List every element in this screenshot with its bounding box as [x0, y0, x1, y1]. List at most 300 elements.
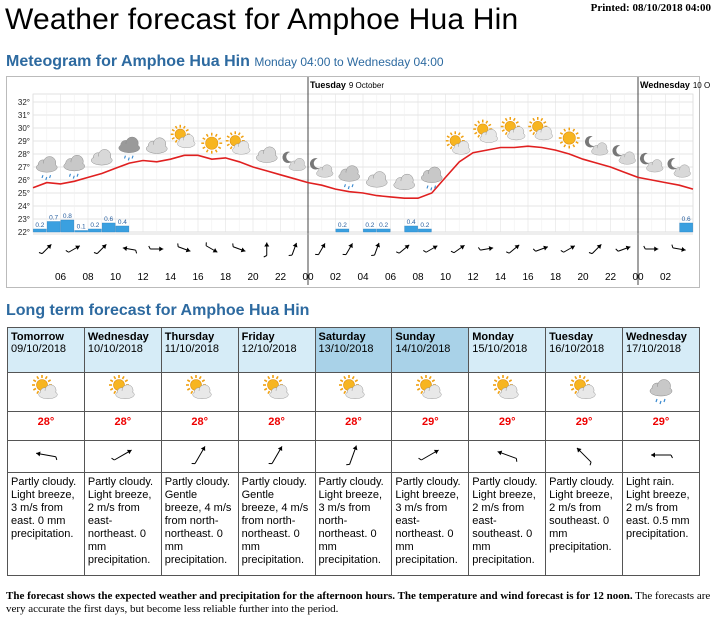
y-tick-label: 23°: [17, 215, 30, 224]
cloud-part: [147, 144, 167, 153]
footer-bold-text: The forecast shows the expected weather and precipitation for the afternoon hours. The temperature and wind forecast is for 12 noon.: [6, 590, 633, 602]
wind-arrow-svg: [564, 441, 604, 469]
precip-label: 0.2: [337, 222, 347, 229]
day-header: [161, 328, 238, 373]
sun-ray: [507, 376, 509, 379]
printed-timestamp: Printed: 08/10/2018 04:00: [590, 2, 711, 14]
wind-arrow-head: [186, 248, 191, 254]
wind-arrow-tail: [135, 250, 137, 253]
cloud-part: [394, 181, 414, 190]
sun-ray: [341, 380, 344, 382]
x-tick-label: 10: [109, 272, 122, 283]
day-description: Light rain. Light breeze, 2 m/s from east. 0.5 mm precipitation.: [623, 473, 700, 576]
sun-ray: [341, 389, 344, 391]
precip-bar: [102, 223, 115, 232]
wind-arrow-icon: [191, 445, 207, 466]
precip-bar: [88, 229, 101, 232]
sun-disc: [563, 132, 575, 144]
precip-label: 0.2: [365, 222, 375, 229]
day-header: [84, 328, 161, 373]
precip-label: 0.2: [379, 222, 389, 229]
wind-arrow-icon: [111, 447, 132, 463]
y-tick-label: 24°: [17, 202, 30, 211]
wind-arrow-head: [127, 448, 133, 454]
cloud-part: [92, 156, 112, 165]
precip-bar: [33, 229, 46, 232]
rain-drop: [660, 401, 661, 404]
rain-drop: [656, 399, 657, 402]
cloud-part: [116, 391, 134, 399]
wind-arrow-head: [201, 445, 207, 451]
x-tick-label: 02: [329, 272, 342, 283]
partly-cloudy-icon: [180, 373, 220, 407]
longterm-forecast-table: [7, 327, 700, 576]
day-icon-cell: [315, 373, 392, 412]
partly-cloudy-icon: [26, 373, 66, 407]
sun-ray: [571, 380, 574, 382]
precip-label: 0.2: [420, 222, 430, 229]
day-icon-cell: [238, 373, 315, 412]
cloud-part: [674, 170, 690, 177]
day-date: 11/10/2018: [164, 343, 219, 355]
wind-arrow-svg: [257, 441, 297, 469]
sun-disc: [206, 137, 218, 149]
day-name: Sunday: [395, 331, 436, 343]
cloud-part: [233, 147, 250, 154]
cloud-part: [480, 135, 497, 142]
rain-drops: [656, 399, 665, 404]
sun-ray: [114, 391, 116, 394]
wind-arrow-head: [353, 445, 359, 450]
day-temperature: 28°: [238, 412, 315, 441]
day-header: [392, 328, 469, 373]
wind-arrow-tail: [289, 254, 292, 256]
day-description: Partly cloudy. Light breeze, 2 m/s from east-northeast. 0 mm precipitation.: [84, 473, 161, 576]
sun-ray: [418, 380, 421, 382]
wind-arrow-tail: [205, 242, 208, 245]
wind-arrow-svg: [103, 441, 143, 469]
day-temperature: 29°: [392, 412, 469, 441]
wind-arrow-head: [651, 453, 655, 458]
x-tick-label: 20: [247, 272, 259, 283]
precip-bar: [418, 229, 431, 232]
cloud-part: [367, 178, 387, 187]
cloud-part: [347, 391, 365, 399]
sun-ray: [110, 380, 113, 382]
precip-label: 0.4: [406, 219, 416, 226]
wind-arrow-head: [264, 243, 269, 247]
y-tick-label: 28°: [17, 150, 30, 159]
x-tick-label: 08: [412, 272, 424, 283]
wind-arrow-svg: [410, 441, 450, 469]
cloud-part: [453, 147, 470, 154]
sun-ray: [114, 376, 116, 379]
day-temperature: 28°: [84, 412, 161, 441]
precip-label: 0.2: [35, 222, 45, 229]
wind-arrow-tail: [451, 250, 454, 253]
wind-arrow-tail: [589, 462, 592, 465]
cloud-part: [651, 387, 672, 396]
wind-arrow-head: [433, 244, 439, 250]
cloud-part: [508, 132, 525, 139]
partly-cloudy-icon: [564, 373, 604, 407]
day-icon-cell: [392, 373, 469, 412]
day-name: Saturday: [318, 331, 366, 343]
cloud-part: [37, 163, 57, 172]
day-temperature: 29°: [546, 412, 623, 441]
wind-arrow-tail: [268, 462, 271, 465]
day-description: Partly cloudy. Light breeze, 2 m/s from southeast. 0 mm precipitation.: [546, 473, 623, 576]
cloud-part: [193, 391, 211, 399]
x-tick-label: 18: [549, 272, 562, 283]
sun-ray: [355, 380, 358, 382]
wind-arrow-tail: [177, 243, 179, 246]
sun-ray: [571, 389, 574, 391]
wind-arrow-icon: [176, 243, 192, 253]
wind-arrow-tail: [315, 253, 318, 256]
wind-arrow-head: [460, 243, 466, 249]
sun-ray: [421, 391, 423, 394]
longterm-icon-row: [8, 373, 700, 412]
x-tick-label: 16: [192, 272, 204, 283]
wind-arrow-icon: [419, 447, 440, 463]
partly-cloudy-icon: [410, 373, 450, 407]
wind-arrow-icon: [497, 449, 519, 462]
y-tick-label: 27°: [17, 163, 30, 172]
wind-arrow-icon: [616, 244, 632, 254]
longterm-desc-row: [8, 473, 700, 576]
wind-arrow-head: [159, 247, 163, 252]
precip-label: 0.8: [62, 213, 72, 220]
wind-arrow-head: [654, 247, 658, 252]
wind-arrow-icon: [561, 243, 576, 255]
wind-arrow-head: [375, 242, 381, 247]
cloud-part: [422, 174, 442, 183]
wind-arrow-tail: [419, 457, 422, 460]
y-tick-label: 26°: [17, 176, 30, 185]
cloud-shape: [650, 380, 672, 397]
wind-arrow-icon: [396, 243, 411, 257]
precip-bar: [680, 223, 693, 232]
day-wind-cell: [623, 441, 700, 473]
wind-arrow-icon: [149, 246, 164, 252]
cloud-part: [64, 162, 84, 171]
cloud-part: [339, 172, 359, 181]
sun-ray: [202, 380, 205, 382]
sun-ray: [45, 376, 47, 379]
partly-cloudy-icon: [257, 373, 297, 407]
wind-arrow-icon: [231, 243, 247, 253]
sun-ray: [344, 376, 346, 379]
day-label-date: 10 O: [692, 81, 711, 90]
wind-arrow-head: [497, 449, 502, 455]
wind-arrow-tail: [111, 457, 114, 460]
wind-arrow-svg: [26, 441, 66, 469]
wind-arrow-icon: [644, 246, 659, 252]
day-header: [546, 328, 623, 373]
wind-arrow-icon: [451, 243, 466, 256]
precip-bar: [61, 220, 74, 232]
precip-label: 0.6: [104, 216, 114, 223]
wind-arrow-icon: [347, 445, 360, 467]
wind-arrow-icon: [315, 242, 327, 257]
day-date: 12/10/2018: [241, 343, 297, 355]
wind-arrow-tail: [616, 248, 618, 251]
wind-arrow-tail: [39, 251, 42, 254]
day-name: Friday: [241, 331, 275, 343]
wind-arrow-icon: [575, 446, 594, 465]
wind-arrow-icon: [533, 244, 549, 254]
sun-ray: [187, 389, 190, 391]
wind-arrow-icon: [66, 243, 81, 255]
precip-bar: [377, 229, 390, 232]
day-wind-cell: [161, 441, 238, 473]
sun-ray: [495, 380, 498, 382]
sun-ray: [432, 380, 435, 382]
x-tick-label: 12: [137, 272, 149, 283]
wind-arrow-icon: [651, 453, 673, 459]
day-icon-cell: [469, 373, 546, 412]
day-wind-cell: [392, 441, 469, 473]
wind-arrow-tail: [506, 251, 509, 254]
sun-ray: [268, 376, 270, 379]
day-date: 09/10/2018: [11, 343, 67, 355]
wind-arrow-tail: [94, 251, 97, 254]
sun-ray: [110, 389, 113, 391]
wind-arrow-icon: [371, 242, 381, 258]
precip-bar: [47, 222, 60, 233]
rain-drop: [664, 399, 665, 402]
longterm-temp-row: [8, 412, 700, 441]
precip-label: 0.7: [49, 214, 59, 222]
sun-ray: [353, 376, 355, 379]
sun-ray: [495, 389, 498, 391]
cloud-part: [647, 165, 663, 172]
day-description: Partly cloudy. Light breeze, 3 m/s from north-northeast. 0 mm precipitation.: [315, 473, 392, 576]
wind-arrow-head: [241, 248, 246, 254]
day-icon-cell: [8, 373, 85, 412]
wind-arrow-icon: [289, 242, 299, 258]
wind-arrow-tail: [644, 246, 646, 249]
meteogram-heading-row: [6, 53, 444, 71]
sun-ray: [430, 376, 432, 379]
wind-arrow-tail: [371, 254, 374, 256]
sun-ray: [276, 376, 278, 379]
precip-bar: [336, 229, 349, 232]
wind-arrow-head: [293, 242, 299, 247]
wind-arrow-svg: [487, 441, 527, 469]
page-title: Weather forecast for Amphoe Hua Hin: [5, 3, 519, 36]
wind-arrow-icon: [343, 242, 355, 257]
day-temperature: 28°: [315, 412, 392, 441]
footer-normal-text: The forecasts are very accurate the first days, but become less reliable further into the period.: [6, 590, 711, 615]
day-wind-cell: [84, 441, 161, 473]
wind-arrow-tail: [264, 256, 267, 258]
day-wind-cell: [469, 441, 546, 473]
meteogram-heading: Meteogram for Amphoe Hua Hin: [6, 53, 250, 70]
sun-ray: [37, 376, 39, 379]
x-tick-label: 02: [659, 272, 672, 283]
day-temperature: 29°: [469, 412, 546, 441]
day-description: Partly cloudy. Light breeze, 3 m/s from east. 0 mm precipitation.: [8, 473, 85, 576]
day-name: Thursday: [164, 331, 215, 343]
wind-arrow-tail: [589, 251, 592, 254]
x-tick-label: 06: [384, 272, 397, 283]
precip-label: 0.2: [90, 222, 100, 229]
y-tick-label: 25°: [17, 189, 30, 198]
sun-ray: [264, 389, 267, 391]
day-date: 15/10/2018: [472, 343, 528, 355]
wind-arrow-icon: [589, 242, 603, 256]
day-date: 10/10/2018: [87, 343, 143, 355]
wind-arrow-tail: [533, 248, 535, 251]
cloud-part: [178, 140, 195, 147]
wind-arrow-icon: [506, 243, 521, 257]
sun-ray: [586, 380, 589, 382]
day-wind-cell: [546, 441, 623, 473]
partly-cloudy-icon: [487, 373, 527, 407]
wind-arrow-icon: [39, 242, 53, 256]
cloud-part: [500, 391, 518, 399]
wind-arrow-svg: [333, 441, 373, 469]
day-header: [315, 328, 392, 373]
wind-arrow-icon: [36, 451, 58, 460]
sun-ray: [187, 380, 190, 382]
day-label: [310, 80, 384, 90]
wind-arrow-head: [348, 242, 354, 248]
wind-arrow-svg: [641, 441, 681, 469]
wind-arrow-tail: [347, 463, 350, 465]
cloud-part: [317, 170, 333, 177]
day-wind-cell: [238, 441, 315, 473]
day-description: Partly cloudy. Light breeze, 2 m/s from east-southeast. 0 mm precipitation.: [469, 473, 546, 576]
partly-cloudy-icon: [333, 373, 373, 407]
sun-ray: [264, 380, 267, 382]
rain-cloud-icon: [641, 373, 681, 407]
x-tick-label: 12: [467, 272, 479, 283]
day-date: 14/10/2018: [395, 343, 451, 355]
day-temperature: 28°: [161, 412, 238, 441]
day-icon-cell: [623, 373, 700, 412]
wind-arrow-icon: [264, 243, 270, 258]
day-header: [8, 328, 85, 373]
day-date: 16/10/2018: [549, 343, 605, 355]
day-name: Wednesday: [626, 331, 687, 343]
sun-ray: [125, 380, 128, 382]
sun-ray: [268, 391, 270, 394]
cloud-part: [619, 157, 635, 164]
wind-arrow-head: [75, 244, 81, 250]
wind-arrow-tail: [478, 247, 480, 250]
y-tick-label: 30°: [17, 124, 30, 133]
day-header: [469, 328, 546, 373]
wind-arrow-svg: [180, 441, 220, 469]
wind-arrow-icon: [204, 242, 219, 254]
day-label-date: 9 October: [348, 81, 384, 90]
x-tick-label: 22: [274, 272, 287, 283]
day-label: [640, 80, 710, 90]
day-date: 17/10/2018: [626, 343, 682, 355]
precip-label: 0.4: [117, 219, 127, 226]
sun-ray: [498, 391, 500, 394]
precip-label: 0.1: [76, 223, 86, 231]
sun-ray: [48, 380, 51, 382]
day-header: [623, 328, 700, 373]
day-name: Tomorrow: [11, 331, 64, 343]
day-temperature: 28°: [8, 412, 85, 441]
sun-ray: [498, 376, 500, 379]
sun-ray: [344, 391, 346, 394]
wind-arrow-icon: [671, 245, 686, 253]
longterm-day-row: [8, 328, 700, 373]
wind-arrow-tail: [66, 250, 69, 253]
longterm-wind-row: [8, 441, 700, 473]
meteogram-chart: [6, 76, 711, 288]
partly-cloudy-icon: [103, 373, 143, 407]
cloud-part: [592, 148, 608, 155]
precip-bar: [75, 231, 88, 233]
y-tick-label: 29°: [17, 137, 30, 146]
day-wind-cell: [8, 441, 85, 473]
cloud-part: [289, 164, 305, 171]
sun-ray: [122, 376, 124, 379]
x-tick-label: 20: [577, 272, 589, 283]
cloud-part: [535, 132, 552, 139]
x-tick-label: 22: [604, 272, 617, 283]
wind-arrow-head: [277, 445, 283, 451]
precip-bar: [363, 229, 376, 232]
wind-arrow-tail: [396, 251, 399, 254]
precip-bar: [405, 226, 418, 232]
wind-arrow-tail: [343, 253, 346, 256]
x-tick-label: 14: [494, 272, 507, 283]
wind-arrow-head: [626, 244, 631, 250]
cloud-part: [119, 144, 139, 153]
wind-arrow-tail: [55, 457, 57, 460]
day-description: Partly cloudy. Light breeze, 3 m/s from east-northeast. 0 mm precipitation.: [392, 473, 469, 576]
sun-ray: [33, 380, 36, 382]
precip-bar: [116, 226, 129, 232]
wind-arrow-tail: [149, 246, 151, 249]
sun-ray: [421, 376, 423, 379]
wind-arrow-tail: [516, 458, 518, 461]
sun-ray: [418, 389, 421, 391]
wind-arrow-tail: [561, 250, 564, 253]
wind-arrow-tail: [232, 243, 234, 246]
y-tick-label: 22°: [17, 228, 30, 237]
wind-arrow-icon: [423, 243, 438, 255]
sun-ray: [33, 389, 36, 391]
day-name: Wednesday: [87, 331, 149, 343]
wind-arrow-icon: [478, 245, 493, 253]
wind-arrow-head: [213, 248, 219, 254]
wind-arrow-head: [543, 244, 548, 250]
wind-arrow-tail: [671, 245, 673, 248]
y-tick-label: 32°: [17, 98, 30, 107]
meteogram-svg: [7, 77, 711, 287]
day-temperature: 29°: [623, 412, 700, 441]
x-tick-label: 18: [219, 272, 232, 283]
x-tick-label: 16: [522, 272, 534, 283]
sun-ray: [191, 376, 193, 379]
wind-arrow-head: [321, 242, 327, 248]
wind-arrow-tail: [191, 462, 194, 465]
day-icon-cell: [546, 373, 623, 412]
sun-ray: [279, 380, 282, 382]
day-label-name: Tuesday: [310, 80, 346, 90]
x-tick-label: 10: [439, 272, 452, 283]
day-description: Partly cloudy. Gentle breeze, 4 m/s from north-northeast. 0 mm precipitation.: [161, 473, 238, 576]
